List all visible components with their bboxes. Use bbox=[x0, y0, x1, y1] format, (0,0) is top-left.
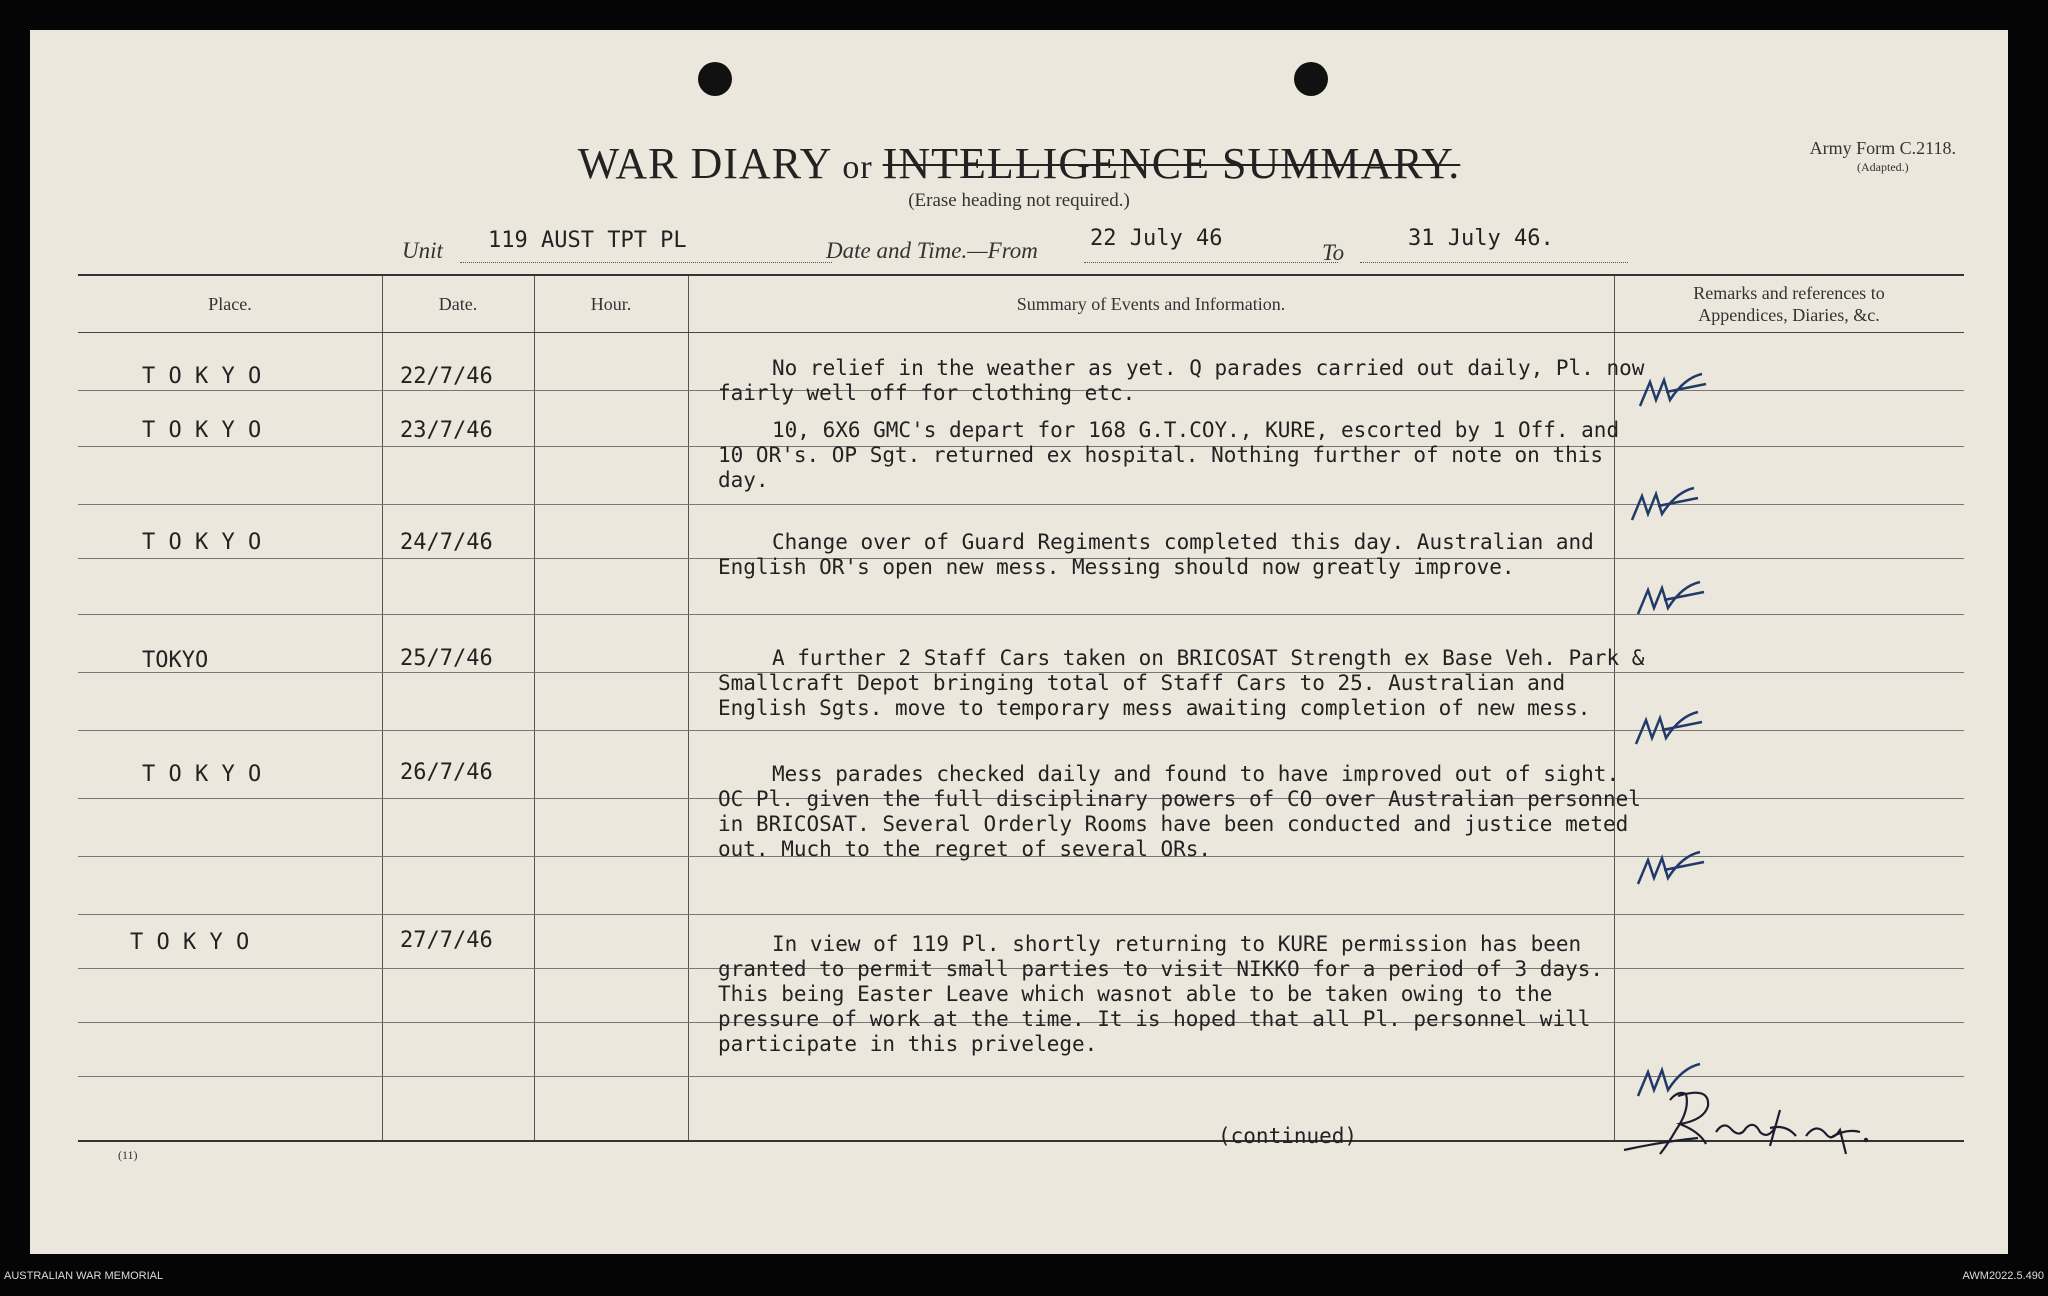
title-main: WAR DIARY bbox=[577, 139, 833, 188]
summary-entry bbox=[718, 646, 1648, 733]
initial-mark bbox=[1628, 484, 1708, 530]
summary-entry bbox=[718, 530, 1648, 592]
punch-hole-left bbox=[698, 62, 732, 96]
summary-entry bbox=[718, 356, 1648, 418]
initial-mark bbox=[1636, 370, 1716, 416]
date-cell: 26/7/46 bbox=[400, 760, 493, 785]
to-label: To bbox=[1322, 240, 1345, 265]
title-or: or bbox=[842, 149, 873, 186]
header-hour: Hour. bbox=[590, 294, 632, 315]
date-cell: 24/7/46 bbox=[400, 530, 493, 555]
date-cell: 25/7/46 bbox=[400, 646, 493, 671]
unit-label: Unit bbox=[402, 238, 443, 263]
date-cell: 22/7/46 bbox=[400, 364, 493, 389]
initial-mark bbox=[1634, 848, 1714, 894]
army-form-label: Army Form C.2118. bbox=[1809, 138, 1956, 158]
unit-dotted-line bbox=[460, 262, 832, 263]
header-rule bbox=[78, 332, 1964, 333]
to-dotted-line bbox=[1360, 262, 1628, 263]
erase-note: (Erase heading not required.) bbox=[908, 190, 1130, 211]
summary-paragraph: A further 2 Staff Cars taken on BRICOSAT Strength ex Base Veh. Park & Smallcraft Depot bringing total of Staff Cars to 25. Australian and English Sgts. move to temporary mess awaiting completion of new mess. bbox=[718, 646, 1645, 720]
summary-paragraph: In view of 119 Pl. shortly returning to KURE permission has been granted to permit small parties to visit NIKKO for a period of 3 days. This being Easter Leave which wasnot able to be taken owing to the pressure of work at the time. It is hoped that all Pl. personnel will participate in this privelege. bbox=[718, 932, 1604, 1056]
from-value: 22 July 46 bbox=[1090, 226, 1223, 251]
footer-credit: AUSTRALIAN WAR MEMORIAL bbox=[4, 1270, 164, 1282]
place-cell: T O K Y O bbox=[142, 530, 262, 555]
diary-table bbox=[78, 274, 1964, 1148]
continued-note: (continued) bbox=[1218, 1124, 1358, 1148]
initial-mark bbox=[1634, 578, 1714, 624]
header-place: Place. bbox=[208, 294, 252, 315]
header-summary: Summary of Events and Information. bbox=[1016, 294, 1286, 315]
place-cell: T O K Y O bbox=[130, 930, 250, 955]
summary-paragraph: Change over of Guard Regiments completed this day. Australian and English OR's open new mess. Messing should now greatly improve. bbox=[718, 530, 1594, 579]
place-cell: T O K Y O bbox=[142, 762, 262, 787]
form-number: (11) bbox=[118, 1148, 138, 1162]
title-struck: INTELLIGENCE SUMMARY. bbox=[882, 139, 1461, 188]
header-remarks: Remarks and references to Appendices, Diaries, &c. bbox=[1693, 283, 1885, 325]
unit-line bbox=[30, 226, 2008, 276]
signature bbox=[1620, 1080, 1880, 1170]
army-form-number bbox=[1810, 138, 1956, 174]
army-form-sub: (Adapted.) bbox=[1857, 159, 1909, 174]
row-rule bbox=[78, 914, 1964, 915]
summary-entry bbox=[718, 932, 1648, 1069]
initial-mark bbox=[1632, 708, 1712, 754]
form-title bbox=[30, 138, 2008, 189]
summary-entry bbox=[718, 418, 1648, 505]
column-divider bbox=[688, 276, 689, 1140]
from-dotted-line bbox=[1084, 262, 1338, 263]
war-diary-form bbox=[30, 30, 2008, 1254]
summary-paragraph: Mess parades checked daily and found to have improved out of sight. OC Pl. given the full disciplinary powers of CO over Australian personnel in BRICOSAT. Several Orderly Rooms have been conducted and justice meted out. Much to the regret of several ORs. bbox=[718, 762, 1641, 861]
punch-hole-right bbox=[1294, 62, 1328, 96]
place-cell: T O K Y O bbox=[142, 364, 262, 389]
header-date: Date. bbox=[438, 294, 478, 315]
unit-value: 119 AUST TPT PL bbox=[488, 228, 687, 253]
date-cell: 27/7/46 bbox=[400, 928, 493, 953]
column-divider bbox=[534, 276, 535, 1140]
date-label: Date and Time.—From bbox=[826, 238, 1038, 263]
summary-paragraph: No relief in the weather as yet. Q parades carried out daily, Pl. now fairly well off for clothing etc. bbox=[718, 356, 1645, 405]
to-value: 31 July 46. bbox=[1408, 226, 1554, 251]
summary-paragraph: 10, 6X6 GMC's depart for 168 G.T.COY., KURE, escorted by 1 Off. and 10 OR's. OP Sgt. returned ex hospital. Nothing further of note on this day. bbox=[718, 418, 1620, 492]
footer-reference: AWM2022.5.490 bbox=[1962, 1270, 2044, 1282]
summary-entry bbox=[718, 762, 1648, 874]
place-cell: T O K Y O bbox=[142, 418, 262, 443]
place-cell: TOKYO bbox=[142, 648, 209, 673]
date-cell: 23/7/46 bbox=[400, 418, 493, 443]
column-divider bbox=[382, 276, 383, 1140]
